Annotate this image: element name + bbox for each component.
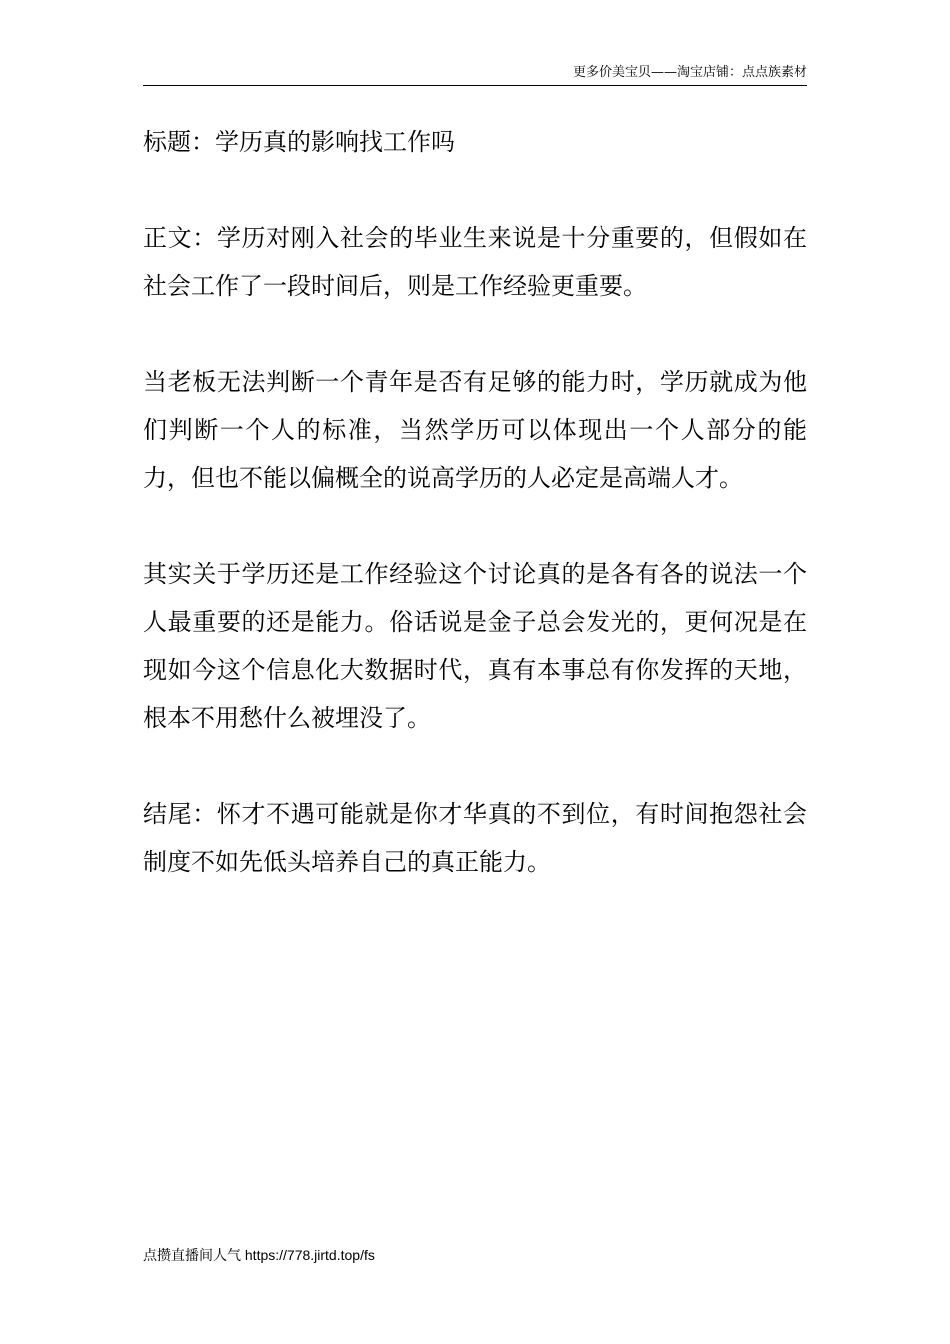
paragraph-education-standard: 当老板无法判断一个青年是否有足够的能力时，学历就成为他们判断一个人的标准，当然学历可以体现出一个人部分的能力，但也不能以偏概全的说高学历的人必定是高端人才。 [143,368,807,492]
footer-text: 点攒直播间人气 https://778.jirtd.top/fs [143,1247,375,1263]
paragraph-conclusion: 结尾：怀才不遇可能就是你才华真的不到位，有时间抱怨社会制度不如先低头培养自己的真正能力。 [143,800,807,876]
header-text: 更多价美宝贝——淘宝店铺：点点族素材 [572,65,807,80]
page-header [143,0,807,88]
paragraph-ability: 其实关于学历还是工作经验这个讨论真的是各有各的说法一个人最重要的还是能力。俗话说是金子总会发光的，更何况是在现如今这个信息化大数据时代，真有本事总有你发挥的天地，根本不用愁什么被埋没了。 [143,560,807,732]
document-title: 标题：学历真的影响找工作吗 [143,128,455,156]
header-divider [143,85,807,86]
document-body [143,118,807,934]
paragraph-body-intro: 正文：学历对刚入社会的毕业生来说是十分重要的，但假如在社会工作了一段时间后，则是工作经验更重要。 [143,224,807,300]
